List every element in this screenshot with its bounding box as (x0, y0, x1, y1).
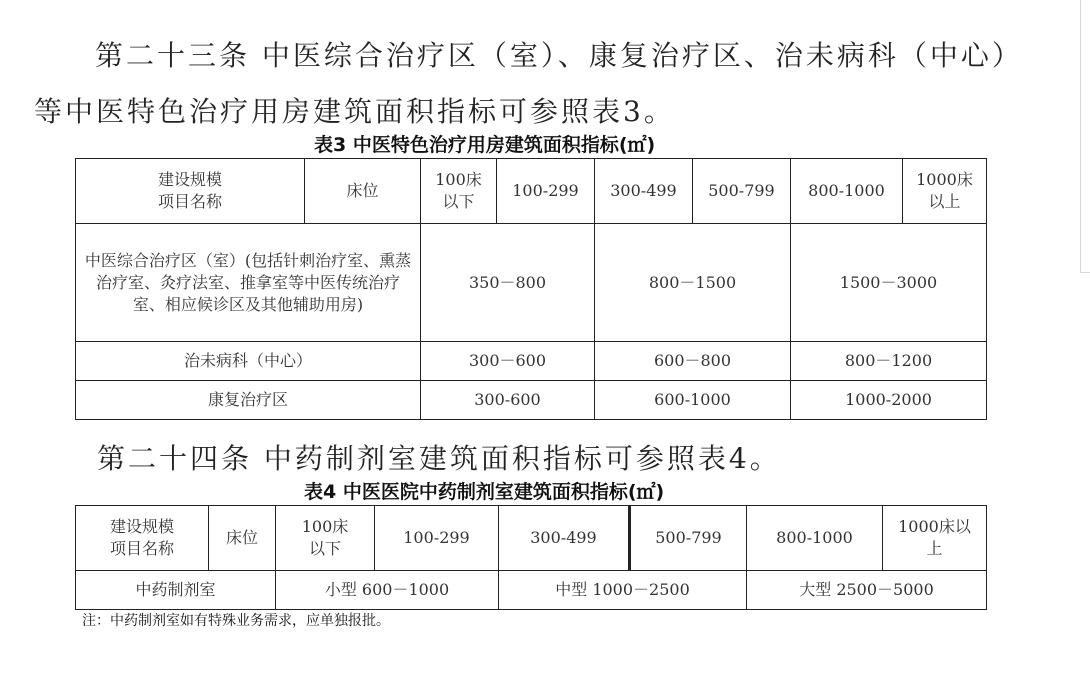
table4-row-name: 中药制剂室 (76, 571, 276, 610)
article-23-line1: 第二十三条 中医综合治疗区（室）、康复治疗区、治未病科（中心） (95, 39, 1023, 72)
table4-header-col4: 500-799 (630, 506, 747, 571)
table3-header-col2: 100-299 (497, 159, 595, 224)
table4-note: 注：中药制剂室如有特殊业务需求，应单独报批。 (82, 613, 390, 629)
table3-row-name: 康复治疗区 (76, 381, 421, 420)
table4-cell: 中型 1000－2500 (499, 571, 747, 610)
table4-header-row (76, 506, 987, 571)
table3-header-beds: 床位 (305, 159, 421, 224)
table4-header-col1: 100床 以下 (276, 506, 375, 571)
table3-header-project: 建设规模 项目名称 (76, 159, 305, 224)
table3-header-col6: 1000床 以上 (903, 159, 987, 224)
table4-cell: 小型 600－1000 (276, 571, 499, 610)
table4-caption: 表4 中医医院中药制剂室建筑面积指标(㎡) (304, 481, 665, 503)
table3-cell: 800－1500 (595, 224, 791, 342)
table3-cell: 350－800 (421, 224, 595, 342)
table3-header-col1: 100床 以下 (421, 159, 497, 224)
scroll-panel-edge (1080, 0, 1090, 273)
table-row (76, 571, 987, 610)
table-row (76, 381, 987, 420)
table3-cell: 300－600 (421, 342, 595, 381)
table3-cell: 1500－3000 (791, 224, 987, 342)
table3-header-col5: 800-1000 (791, 159, 903, 224)
table4-header-col2: 100-299 (375, 506, 499, 571)
table3 (75, 158, 987, 420)
table3-cell: 600-1000 (595, 381, 791, 420)
table-row (76, 342, 987, 381)
table3-cell: 600－800 (595, 342, 791, 381)
table3-row-name: 中医综合治疗区（室）(包括针刺治疗室、熏蒸治疗室、灸疗法室、推拿室等中医传统治疗室、相应候诊区及其他辅助用房) (76, 224, 421, 342)
table3-cell: 800－1200 (791, 342, 987, 381)
table3-header-col4: 500-799 (693, 159, 791, 224)
table4-header-col5: 800-1000 (747, 506, 883, 571)
table3-header-row (76, 159, 987, 224)
table3-caption: 表3 中医特色治疗用房建筑面积指标(㎡) (314, 134, 656, 156)
article-23-line2: 等中医特色治疗用房建筑面积指标可参照表3。 (34, 95, 675, 128)
table4-header-col6: 1000床以 上 (883, 506, 987, 571)
table4 (75, 505, 987, 610)
table3-header-col3: 300-499 (595, 159, 693, 224)
table3-cell: 1000-2000 (791, 381, 987, 420)
table4-header-col3: 300-499 (499, 506, 630, 571)
table4-header-project: 建设规模 项目名称 (76, 506, 209, 571)
table-row (76, 224, 987, 342)
table4-header-beds: 床位 (209, 506, 276, 571)
table3-row-name: 治未病科（中心） (76, 342, 421, 381)
article-24-line1: 第二十四条 中药制剂室建筑面积指标可参照表4。 (97, 442, 781, 475)
table4-cell: 大型 2500－5000 (747, 571, 987, 610)
table3-cell: 300-600 (421, 381, 595, 420)
